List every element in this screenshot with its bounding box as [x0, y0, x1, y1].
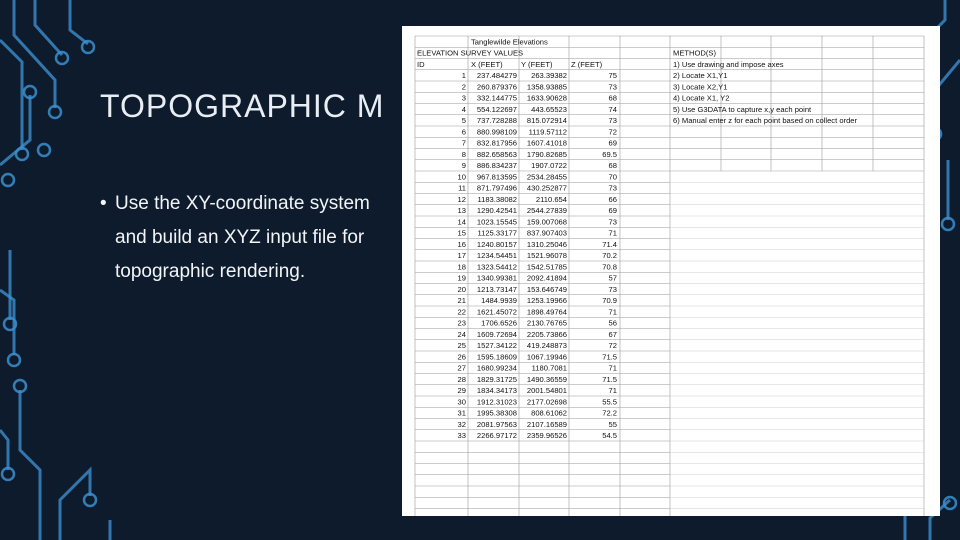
row-x: 1125.33177 — [477, 228, 517, 238]
row-x: 880.998109 — [476, 127, 517, 137]
row-id: 27 — [457, 363, 466, 373]
row-x: 1213.73147 — [476, 284, 517, 294]
method-step: 6) Manual enter z for each point based on collect order — [673, 116, 858, 126]
row-y: 430.252877 — [526, 183, 567, 193]
row-id: 12 — [457, 194, 466, 204]
row-y: 2107.16589 — [526, 419, 567, 429]
row-y: 443.65523 — [531, 104, 567, 114]
row-y: 1067.19946 — [526, 352, 567, 362]
method-header: METHOD(S) — [673, 48, 717, 58]
row-id: 17 — [457, 251, 466, 261]
row-y: 1907.0722 — [531, 161, 567, 171]
row-id: 20 — [457, 284, 466, 294]
row-z: 70.8 — [602, 262, 617, 272]
row-y: 2205.73866 — [526, 329, 567, 339]
row-z: 71.4 — [602, 239, 617, 249]
row-y: 815.072914 — [526, 116, 567, 126]
row-z: 69 — [608, 206, 617, 216]
row-y: 1521.96078 — [526, 251, 567, 261]
method-step: 5) Use G3DATA to capture x,y each point — [673, 104, 812, 114]
row-z: 75 — [608, 71, 617, 81]
row-z: 71 — [608, 307, 617, 317]
header-id: ID — [417, 59, 425, 69]
circuit-node-icon — [2, 174, 14, 186]
row-y: 1490.36559 — [526, 374, 567, 384]
circuit-trace — [0, 430, 8, 470]
row-y: 1180.7081 — [531, 363, 567, 373]
row-x: 737.728288 — [476, 116, 517, 126]
row-x: 871.797496 — [476, 183, 517, 193]
row-y: 808.61062 — [531, 408, 567, 418]
row-id: 24 — [457, 329, 466, 339]
row-z: 55 — [608, 419, 617, 429]
spreadsheet-title: Tanglewilde Elevations — [471, 37, 548, 47]
row-id: 13 — [457, 206, 466, 216]
circuit-node-icon — [38, 144, 50, 156]
row-id: 14 — [457, 217, 466, 227]
bullet-dot-icon: • — [100, 193, 107, 214]
row-z: 72 — [608, 127, 617, 137]
row-id: 9 — [461, 161, 466, 171]
bullet-text: Use the XY-coordinate system and build an XYZ input file for topographic rendering. — [115, 193, 370, 282]
row-id: 10 — [457, 172, 466, 182]
row-id: 25 — [457, 341, 466, 351]
row-z: 55.5 — [602, 397, 617, 407]
method-step: 4) Locate X1, Y2 — [673, 93, 730, 103]
row-x: 1527.34122 — [476, 341, 517, 351]
header-z: Z (FEET) — [571, 59, 603, 69]
row-z: 70 — [608, 172, 617, 182]
circuit-trace — [0, 40, 22, 150]
row-id: 4 — [461, 104, 466, 114]
circuit-node-icon — [8, 354, 20, 366]
row-x: 1234.54451 — [476, 251, 517, 261]
row-z: 69.5 — [602, 149, 617, 159]
bullet-item — [100, 187, 390, 289]
row-y: 263.39382 — [531, 71, 567, 81]
row-id: 18 — [457, 262, 466, 272]
row-z: 68 — [608, 161, 617, 171]
row-id: 31 — [457, 408, 466, 418]
row-id: 32 — [457, 419, 466, 429]
row-y: 1607.41018 — [526, 138, 567, 148]
row-x: 882.658563 — [476, 149, 517, 159]
row-y: 159.007068 — [526, 217, 567, 227]
row-z: 72 — [608, 341, 617, 351]
row-x: 1023.15545 — [476, 217, 517, 227]
row-z: 70.9 — [602, 296, 617, 306]
spreadsheet-grid — [402, 26, 940, 516]
row-y: 1542.51785 — [526, 262, 567, 272]
circuit-trace — [70, 0, 88, 44]
row-x: 1912.31023 — [476, 397, 517, 407]
row-id: 29 — [457, 386, 466, 396]
row-id: 19 — [457, 273, 466, 283]
row-y: 1790.82685 — [526, 149, 567, 159]
row-x: 1834.34173 — [476, 386, 517, 396]
row-z: 69 — [608, 138, 617, 148]
row-id: 11 — [458, 183, 466, 193]
row-z: 70.2 — [602, 251, 617, 261]
row-z: 66 — [608, 194, 617, 204]
row-y: 2130.76765 — [526, 318, 567, 328]
row-y: 1119.57112 — [528, 127, 567, 137]
row-z: 57 — [608, 273, 617, 283]
row-id: 2 — [461, 82, 466, 92]
row-id: 28 — [457, 374, 466, 384]
circuit-trace — [20, 390, 40, 540]
row-x: 832.817956 — [476, 138, 517, 148]
row-id: 23 — [457, 318, 466, 328]
row-z: 71.5 — [602, 352, 617, 362]
row-id: 16 — [457, 239, 466, 249]
row-y: 2177.02698 — [526, 397, 567, 407]
row-x: 1290.42541 — [476, 206, 517, 216]
row-z: 72.2 — [602, 408, 617, 418]
row-id: 21 — [457, 296, 466, 306]
row-x: 1995.38308 — [476, 408, 517, 418]
row-x: 1621.45072 — [476, 307, 517, 317]
row-x: 2266.97172 — [476, 431, 517, 441]
row-y: 2092.41894 — [526, 273, 567, 283]
row-x: 554.122697 — [476, 104, 517, 114]
row-z: 73 — [608, 82, 617, 92]
row-y: 2544.27839 — [526, 206, 567, 216]
row-id: 1 — [461, 71, 466, 81]
row-z: 73 — [608, 183, 617, 193]
row-x: 1340.99381 — [476, 273, 517, 283]
row-y: 419.248873 — [526, 341, 567, 351]
row-z: 74 — [608, 104, 617, 114]
row-x: 1706.6526 — [481, 318, 517, 328]
row-z: 71 — [608, 228, 617, 238]
method-step: 1) Use drawing and impose axes — [673, 59, 784, 69]
row-x: 1609.72694 — [476, 329, 517, 339]
row-z: 71 — [608, 386, 617, 396]
row-id: 3 — [461, 93, 466, 103]
row-id: 8 — [461, 149, 466, 159]
row-id: 6 — [461, 127, 466, 137]
row-x: 237.484279 — [476, 71, 517, 81]
row-y: 2359.96526 — [526, 431, 567, 441]
row-z: 73 — [608, 116, 617, 126]
row-id: 5 — [461, 116, 466, 126]
row-y: 1310.25046 — [526, 239, 567, 249]
row-z: 56 — [608, 318, 617, 328]
row-x: 1183.38082 — [477, 194, 517, 204]
row-x: 1323.54412 — [476, 262, 517, 272]
row-z: 71.5 — [602, 374, 617, 384]
row-z: 73 — [608, 217, 617, 227]
row-z: 68 — [608, 93, 617, 103]
row-y: 1633.90628 — [526, 93, 567, 103]
row-x: 1680.99234 — [476, 363, 517, 373]
row-y: 2534.28455 — [526, 172, 567, 182]
row-id: 26 — [457, 352, 466, 362]
row-x: 332.144775 — [476, 93, 517, 103]
row-y: 1253.19966 — [526, 296, 567, 306]
row-x: 886.834237 — [476, 161, 517, 171]
header-y: Y (FEET) — [521, 59, 553, 69]
row-x: 1595.18609 — [476, 352, 517, 362]
row-y: 2001.54801 — [526, 386, 567, 396]
row-id: 30 — [457, 397, 466, 407]
method-step: 3) Locate X2,Y1 — [673, 82, 728, 92]
row-x: 2081.97563 — [476, 419, 517, 429]
row-id: 22 — [457, 307, 466, 317]
row-z: 67 — [608, 329, 617, 339]
row-id: 15 — [457, 228, 466, 238]
circuit-trace — [0, 290, 14, 355]
row-x: 260.879376 — [476, 82, 517, 92]
spreadsheet-screenshot — [402, 26, 940, 516]
row-x: 1829.31725 — [476, 374, 517, 384]
row-y: 837.907403 — [526, 228, 567, 238]
row-y: 2110.654 — [535, 194, 567, 204]
row-id: 7 — [461, 138, 466, 148]
section-label: ELEVATION SURVEY VALUES — [417, 48, 524, 58]
row-z: 73 — [608, 284, 617, 294]
blank-area — [671, 171, 924, 516]
row-x: 1240.80157 — [476, 239, 517, 249]
method-step: 2) Locate X1,Y1 — [673, 71, 728, 81]
header-x: X (FEET) — [471, 59, 503, 69]
row-y: 153.646749 — [526, 284, 567, 294]
row-y: 1358.93885 — [526, 82, 567, 92]
row-x: 967.813595 — [476, 172, 517, 182]
row-x: 1484.9939 — [481, 296, 517, 306]
row-y: 1898.49764 — [526, 307, 567, 317]
slide-title: TOPOGRAPHIC M — [100, 88, 385, 124]
row-z: 71 — [608, 363, 617, 373]
row-z: 54.5 — [602, 431, 617, 441]
circuit-trace — [35, 0, 62, 55]
row-id: 33 — [457, 431, 466, 441]
